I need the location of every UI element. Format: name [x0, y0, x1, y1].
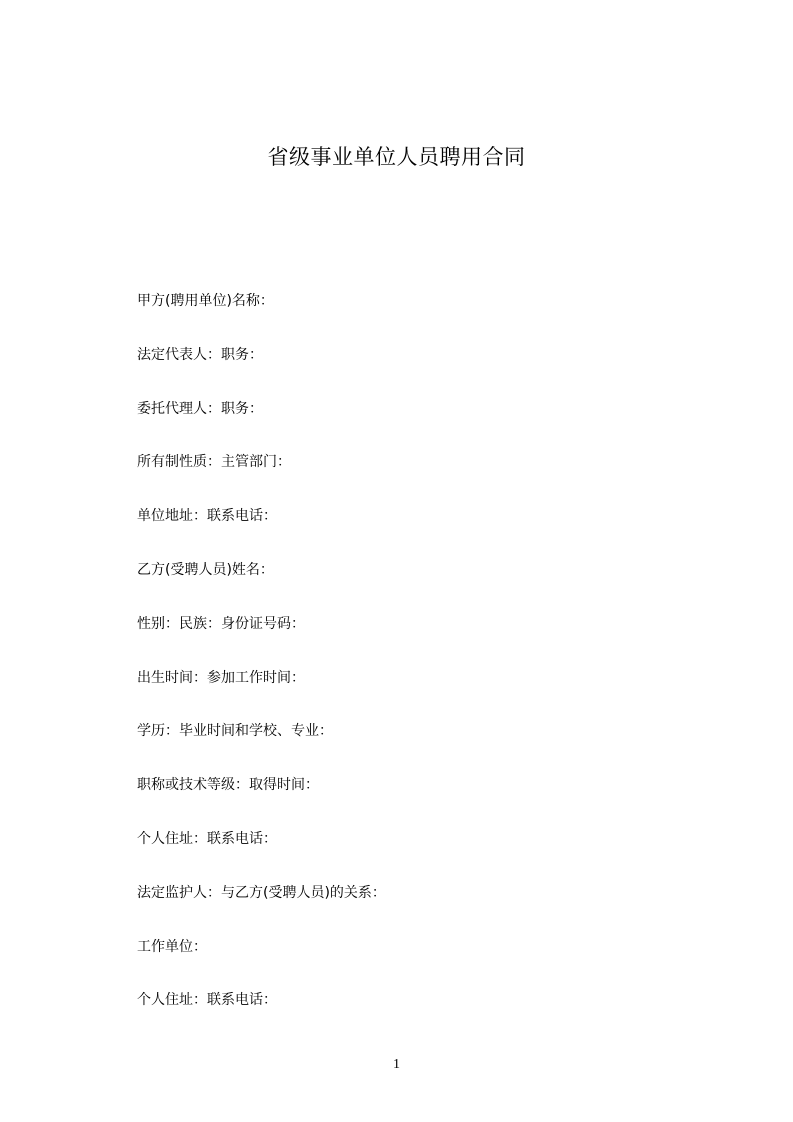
field-personal-address: 个人住址：联系电话：: [137, 830, 277, 847]
page-number: 1: [393, 1057, 400, 1072]
field-gender-ethnicity-id: 性别：民族：身份证号码：: [137, 615, 305, 632]
field-authorized-agent: 委托代理人：职务：: [137, 400, 263, 417]
field-guardian-workplace: 工作单位：: [137, 938, 207, 955]
field-legal-representative: 法定代表人：职务：: [137, 346, 263, 363]
field-professional-title: 职称或技术等级：取得时间：: [137, 777, 319, 794]
field-birth-work-start: 出生时间：参加工作时间：: [137, 669, 305, 686]
field-education: 学历：毕业时间和学校、专业：: [137, 723, 333, 740]
field-employee-name: 乙方(受聘人员)姓名：: [137, 561, 274, 578]
field-employer-name: 甲方(聘用单位)名称：: [137, 293, 274, 309]
field-employer-address: 单位地址：联系电话：: [137, 508, 277, 525]
field-legal-guardian: 法定监护人：与乙方(受聘人员)的关系：: [137, 884, 386, 901]
document-title: 省级事业单位人员聘用合同: [267, 145, 526, 169]
field-guardian-address: 个人住址：联系电话：: [137, 992, 277, 1009]
contract-party-fields: [137, 287, 386, 1040]
field-ownership-type: 所有制性质：主管部门：: [137, 454, 291, 471]
